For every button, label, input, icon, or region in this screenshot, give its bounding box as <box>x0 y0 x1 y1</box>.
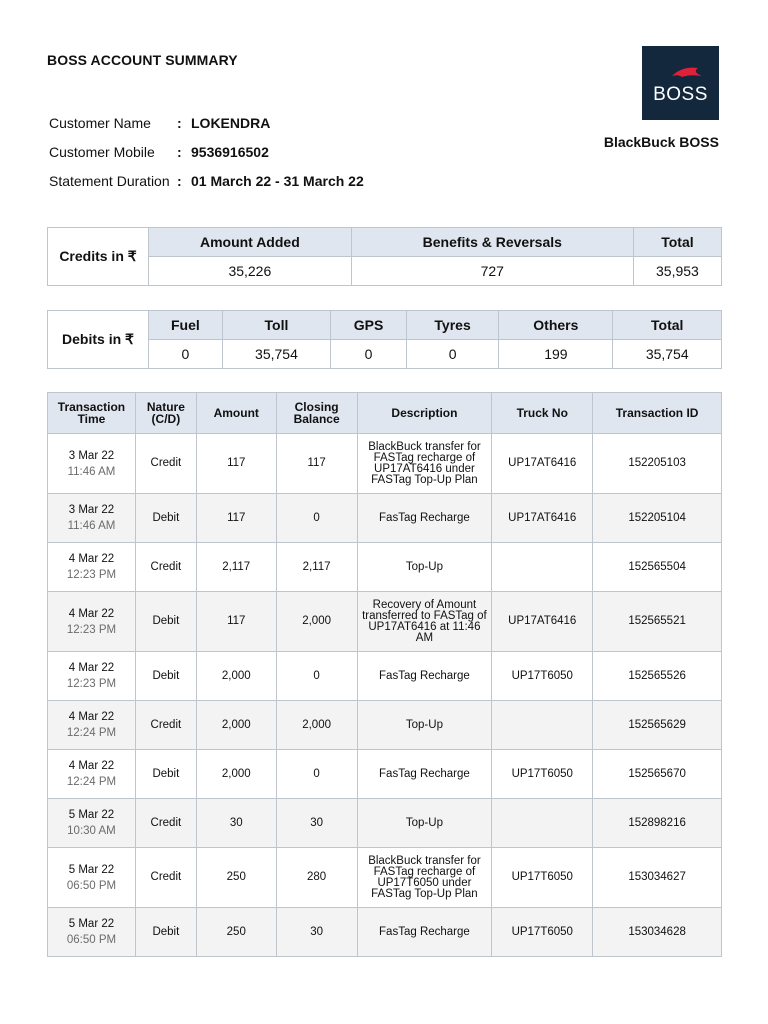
cell-nature: Credit <box>135 434 196 494</box>
column-header-amount: Amount <box>196 393 276 434</box>
transaction-time: 11:46 AM <box>67 520 116 532</box>
cell-amount: 250 <box>196 848 276 908</box>
cell-closing-balance: 2,000 <box>276 701 357 750</box>
cell-nature: Debit <box>135 592 196 652</box>
colon: : <box>177 143 182 160</box>
debits-header: GPS <box>331 311 407 340</box>
table-row <box>48 592 722 652</box>
debits-header: Tyres <box>406 311 498 340</box>
cell-closing-balance: 30 <box>276 908 357 957</box>
cell-transaction-time <box>48 701 136 750</box>
debits-table <box>47 310 722 369</box>
cell-description: FasTag Recharge <box>357 494 492 543</box>
transaction-time: 10:30 AM <box>67 825 116 837</box>
cell-transaction-id: 152565629 <box>593 701 722 750</box>
cell-transaction-time <box>48 434 136 494</box>
cell-transaction-id: 152898216 <box>593 799 722 848</box>
customer-info <box>49 108 364 195</box>
credits-value: 35,226 <box>149 257 352 286</box>
brand-name: BlackBuck BOSS <box>603 134 719 150</box>
cell-amount: 117 <box>196 494 276 543</box>
credits-value: 727 <box>351 257 633 286</box>
transaction-date: 5 Mar 22 <box>68 918 115 930</box>
cell-truck-no: UP17AT6416 <box>492 434 593 494</box>
transactions-table <box>47 392 722 957</box>
customer-name-row <box>49 108 364 137</box>
cell-closing-balance: 0 <box>276 652 357 701</box>
cell-amount: 117 <box>196 592 276 652</box>
column-header-truck-no: Truck No <box>492 393 593 434</box>
table-row <box>48 908 722 957</box>
cell-nature: Credit <box>135 701 196 750</box>
customer-mobile-row <box>49 137 364 166</box>
cell-amount: 2,117 <box>196 543 276 592</box>
table-row <box>48 494 722 543</box>
cell-transaction-id: 153034627 <box>593 848 722 908</box>
transaction-time: 06:50 PM <box>66 934 117 946</box>
transaction-date: 4 Mar 22 <box>68 553 115 565</box>
cell-transaction-time <box>48 494 136 543</box>
cell-truck-no <box>492 701 593 750</box>
cell-truck-no: UP17T6050 <box>492 848 593 908</box>
cell-amount: 117 <box>196 434 276 494</box>
credits-table <box>47 227 722 286</box>
cell-closing-balance: 117 <box>276 434 357 494</box>
cell-nature: Credit <box>135 799 196 848</box>
cell-transaction-time <box>48 592 136 652</box>
debits-value: 35,754 <box>613 340 722 369</box>
cell-nature: Debit <box>135 652 196 701</box>
cell-transaction-time <box>48 848 136 908</box>
cell-transaction-time <box>48 799 136 848</box>
table-row <box>48 799 722 848</box>
table-row <box>48 701 722 750</box>
customer-name-label: Customer Name <box>49 114 151 131</box>
cell-transaction-time <box>48 543 136 592</box>
table-row <box>48 652 722 701</box>
cell-amount: 30 <box>196 799 276 848</box>
cell-truck-no: UP17AT6416 <box>492 592 593 652</box>
cell-closing-balance: 2,117 <box>276 543 357 592</box>
debits-value: 0 <box>149 340 223 369</box>
statement-duration-label: Statement Duration <box>49 172 170 189</box>
cell-truck-no: UP17AT6416 <box>492 494 593 543</box>
cell-truck-no: UP17T6050 <box>492 750 593 799</box>
transaction-date: 4 Mar 22 <box>68 760 115 772</box>
cell-transaction-time <box>48 652 136 701</box>
transactions-header-row <box>48 393 722 434</box>
cell-transaction-id: 152565526 <box>593 652 722 701</box>
cell-description: BlackBuck transfer for FASTag recharge of UP17AT6416 under FASTag Top-Up Plan <box>357 434 492 494</box>
debits-label: Debits in ₹ <box>48 311 149 369</box>
debits-header-row <box>48 311 722 340</box>
cell-description: FasTag Recharge <box>357 908 492 957</box>
table-row <box>48 543 722 592</box>
cell-transaction-id: 152565504 <box>593 543 722 592</box>
transaction-date: 4 Mar 22 <box>68 607 115 620</box>
boss-logo <box>642 46 719 120</box>
cell-nature: Debit <box>135 908 196 957</box>
column-header-transaction-id: Transaction ID <box>593 393 722 434</box>
cell-closing-balance: 0 <box>276 750 357 799</box>
cell-transaction-id: 152205104 <box>593 494 722 543</box>
customer-mobile-value: 9536916502 <box>191 143 269 160</box>
cell-truck-no: UP17T6050 <box>492 908 593 957</box>
transaction-time: 11:46 AM <box>67 465 116 478</box>
colon: : <box>177 172 182 189</box>
debits-value: 0 <box>331 340 407 369</box>
colon: : <box>177 114 182 131</box>
debits-header: Total <box>613 311 722 340</box>
transaction-date: 4 Mar 22 <box>68 711 115 723</box>
logo-text: BOSS <box>653 84 708 105</box>
cell-transaction-id: 152565521 <box>593 592 722 652</box>
cell-truck-no <box>492 543 593 592</box>
column-header-description: Description <box>357 393 492 434</box>
debits-value: 199 <box>499 340 613 369</box>
statement-duration-value: 01 March 22 - 31 March 22 <box>191 172 364 189</box>
boss-logo-icon <box>642 46 719 120</box>
transaction-date: 3 Mar 22 <box>68 504 115 516</box>
cell-nature: Debit <box>135 494 196 543</box>
cell-amount: 2,000 <box>196 701 276 750</box>
debits-header: Others <box>499 311 613 340</box>
cell-transaction-time <box>48 908 136 957</box>
credits-header: Total <box>633 228 721 257</box>
debits-value: 35,754 <box>222 340 330 369</box>
cell-description: FasTag Recharge <box>357 750 492 799</box>
transaction-date: 3 Mar 22 <box>68 449 115 462</box>
debits-value: 0 <box>406 340 498 369</box>
transaction-time: 12:23 PM <box>66 623 117 636</box>
credits-values-row <box>48 257 722 286</box>
cell-nature: Credit <box>135 848 196 908</box>
cell-nature: Debit <box>135 750 196 799</box>
column-header-transaction-time: Transaction Time <box>48 393 136 434</box>
transaction-date: 4 Mar 22 <box>68 662 115 674</box>
credits-header: Amount Added <box>149 228 352 257</box>
transactions-body <box>48 434 722 957</box>
cell-description: FasTag Recharge <box>357 652 492 701</box>
transaction-date: 5 Mar 22 <box>68 809 115 821</box>
customer-name-value: LOKENDRA <box>191 114 271 131</box>
page-title: BOSS ACCOUNT SUMMARY <box>47 52 238 68</box>
cell-closing-balance: 280 <box>276 848 357 908</box>
column-header-nature: Nature (C/D) <box>135 393 196 434</box>
cell-transaction-time <box>48 750 136 799</box>
cell-description: BlackBuck transfer for FASTag recharge of UP17T6050 under FASTag Top-Up Plan <box>357 848 492 908</box>
cell-amount: 250 <box>196 908 276 957</box>
transaction-time: 12:23 PM <box>66 569 117 581</box>
cell-closing-balance: 30 <box>276 799 357 848</box>
cell-transaction-id: 153034628 <box>593 908 722 957</box>
debits-header: Toll <box>222 311 330 340</box>
credits-header: Benefits & Reversals <box>351 228 633 257</box>
statement-duration-row <box>49 166 364 195</box>
cell-description: Recovery of Amount transferred to FASTag of UP17AT6416 at 11:46 AM <box>357 592 492 652</box>
transaction-time: 12:24 PM <box>66 727 117 739</box>
transaction-time: 12:24 PM <box>66 776 117 788</box>
cell-closing-balance: 0 <box>276 494 357 543</box>
transaction-date: 5 Mar 22 <box>68 863 115 876</box>
credits-value: 35,953 <box>633 257 721 286</box>
transaction-time: 06:50 PM <box>66 879 117 892</box>
cell-description: Top-Up <box>357 543 492 592</box>
transaction-time: 12:23 PM <box>66 678 117 690</box>
cell-description: Top-Up <box>357 799 492 848</box>
cell-closing-balance: 2,000 <box>276 592 357 652</box>
cell-amount: 2,000 <box>196 750 276 799</box>
table-row <box>48 434 722 494</box>
credits-header-row <box>48 228 722 257</box>
table-row <box>48 750 722 799</box>
cell-truck-no: UP17T6050 <box>492 652 593 701</box>
cell-transaction-id: 152565670 <box>593 750 722 799</box>
cell-nature: Credit <box>135 543 196 592</box>
credits-label: Credits in ₹ <box>48 228 149 286</box>
cell-amount: 2,000 <box>196 652 276 701</box>
debits-header: Fuel <box>149 311 223 340</box>
column-header-closing-balance: Closing Balance <box>276 393 357 434</box>
cell-transaction-id: 152205103 <box>593 434 722 494</box>
debits-values-row <box>48 340 722 369</box>
cell-description: Top-Up <box>357 701 492 750</box>
customer-mobile-label: Customer Mobile <box>49 143 155 160</box>
cell-truck-no <box>492 799 593 848</box>
table-row <box>48 848 722 908</box>
